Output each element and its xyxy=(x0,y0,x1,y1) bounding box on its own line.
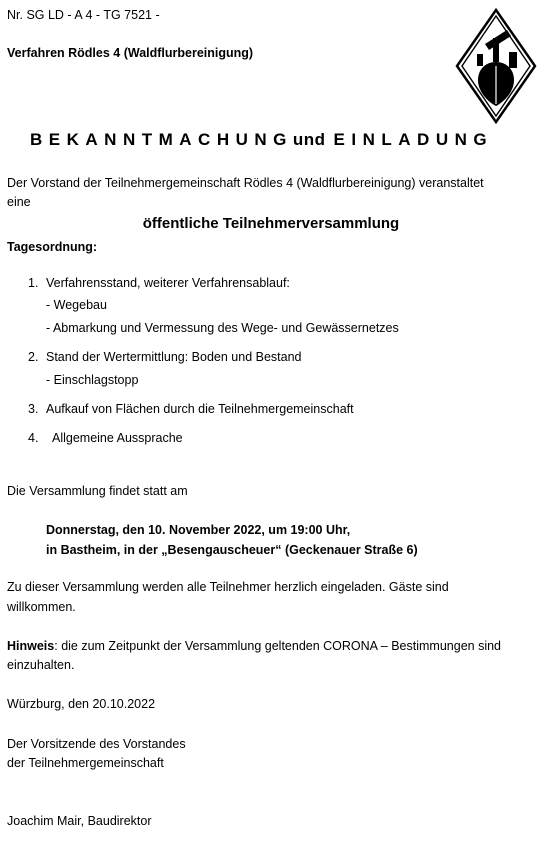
intro-line-1: Der Vorstand der Teilnehmergemeinschaft Rödles 4 (Waldflurbereinigung) veranstaltet xyxy=(7,176,484,190)
agenda-subitem: - Abmarkung und Vermessung des Wege- und Gewässernetzes xyxy=(46,321,399,335)
agenda-item-number: 1. xyxy=(28,276,39,290)
meeting-subtitle: öffentliche Teilnehmerversammlung xyxy=(142,215,400,232)
meeting-place: in Bastheim, in der „Besengauscheuer“ (Geckenauer Straße 6) xyxy=(46,543,418,557)
agenda-item-text: Verfahrensstand, weiterer Verfahrensablauf: xyxy=(46,276,290,290)
meeting-intro: Die Versammlung findet statt am xyxy=(7,484,188,498)
title-and: und xyxy=(292,130,326,149)
title-invitation: EINLADUNG xyxy=(333,130,494,149)
agenda-item-text: Allgemeine Aussprache xyxy=(52,431,183,445)
agenda-heading: Tagesordnung: xyxy=(7,240,98,254)
signature-line-1: Der Vorsitzende des Vorstandes xyxy=(7,737,186,751)
place-date: Würzburg, den 20.10.2022 xyxy=(7,697,156,711)
hint-line-2: einzuhalten. xyxy=(7,658,75,672)
hint-label: Hinweis xyxy=(7,639,55,653)
title-announcement: BEKANNTMACHUNG xyxy=(30,130,293,149)
emblem-logo xyxy=(455,8,537,124)
agenda-item-number: 3. xyxy=(28,402,39,416)
procedure-name: Verfahren Rödles 4 (Waldflurbereinigung) xyxy=(7,46,254,60)
signature-line-2: der Teilnehmergemeinschaft xyxy=(7,756,164,770)
agenda-item-text: Aufkauf von Flächen durch die Teilnehmergemeinschaft xyxy=(46,402,354,416)
agenda-item-number: 4. xyxy=(28,431,39,445)
document-title xyxy=(30,130,493,150)
intro-line-2: eine xyxy=(7,195,31,209)
reference-number: Nr. SG LD - A 4 - TG 7521 - xyxy=(7,8,160,22)
agenda-item-text: Stand der Wertermittlung: Boden und Bestand xyxy=(46,350,302,364)
agenda-subitem: - Einschlagstopp xyxy=(46,373,139,387)
hint-text: : die zum Zeitpunkt der Versammlung geltenden CORONA – Bestimmungen sind xyxy=(54,639,501,653)
hint-line-1 xyxy=(7,639,501,653)
agenda-item-number: 2. xyxy=(28,350,39,364)
signer-name: Joachim Mair, Baudirektor xyxy=(7,814,152,828)
invitation-line-1: Zu dieser Versammlung werden alle Teilnehmer herzlich eingeladen. Gäste sind xyxy=(7,580,449,594)
invitation-line-2: willkommen. xyxy=(7,600,76,614)
meeting-date: Donnerstag, den 10. November 2022, um 19:00 Uhr, xyxy=(46,523,351,537)
agenda-subitem: - Wegebau xyxy=(46,298,107,312)
